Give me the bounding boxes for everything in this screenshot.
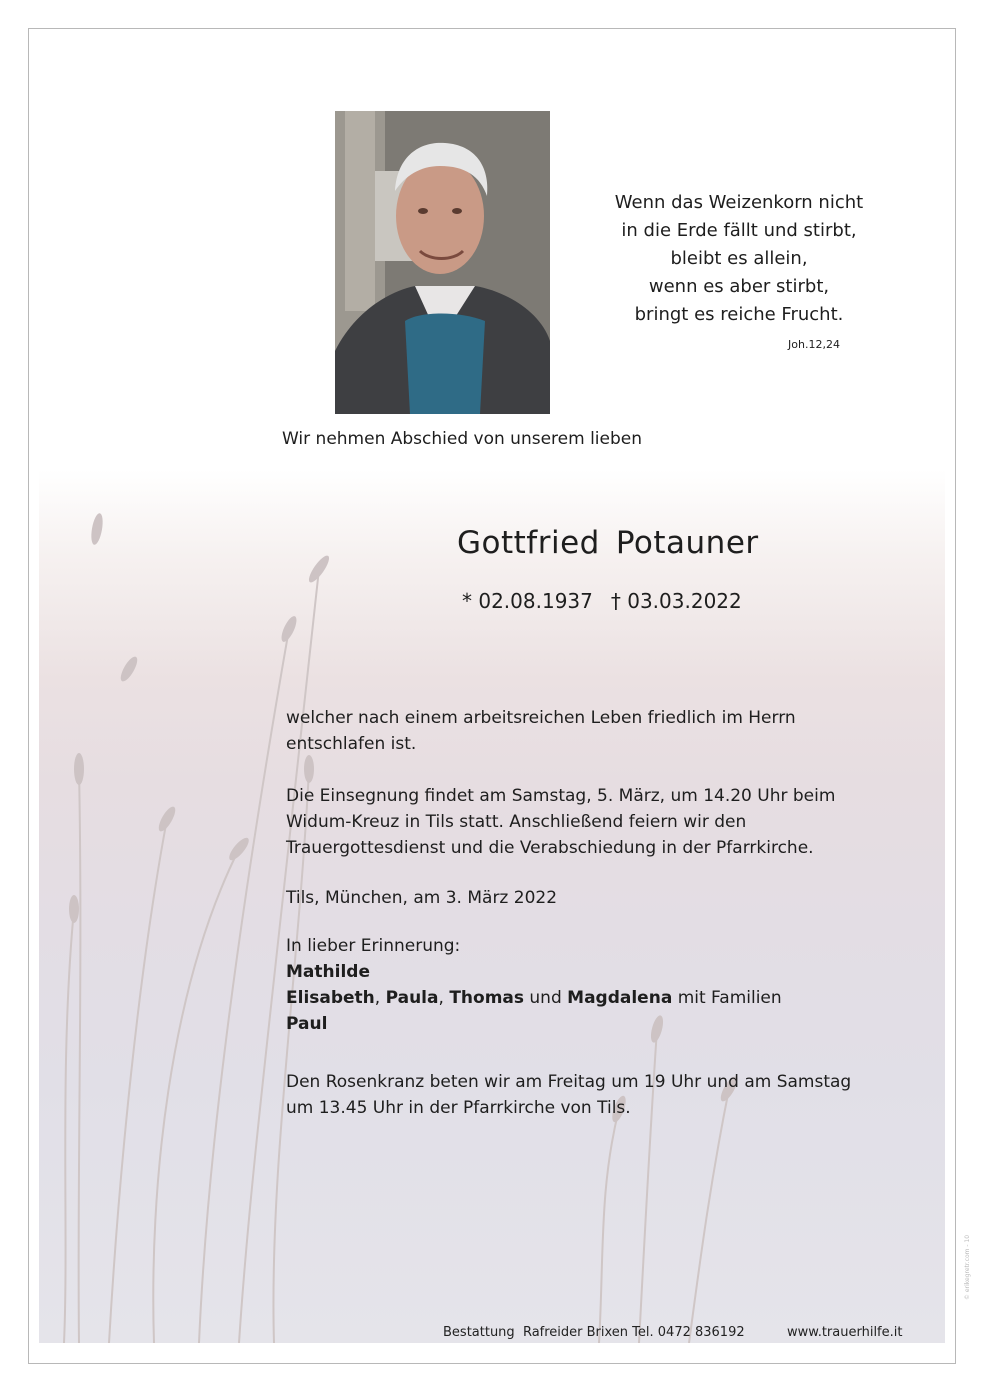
life-dates bbox=[462, 589, 742, 613]
portrait-photo bbox=[335, 111, 550, 414]
blessing-paragraph bbox=[286, 783, 926, 861]
quote-line: in die Erde fällt und stirbt, bbox=[621, 220, 857, 241]
mourners-list bbox=[286, 933, 926, 1037]
text-line: entschlafen ist. bbox=[286, 734, 417, 754]
mourner-name: Elisabeth bbox=[286, 988, 375, 1008]
death-date: † 03.03.2022 bbox=[610, 589, 742, 613]
intro-text: Wir nehmen Abschied von unserem lieben bbox=[282, 429, 643, 449]
conjunction: und bbox=[529, 988, 562, 1008]
quote-line: Wenn das Weizenkorn nicht bbox=[614, 192, 864, 213]
quote-line: wenn es aber stirbt, bbox=[648, 276, 830, 297]
birth-date: * 02.08.1937 bbox=[462, 589, 593, 613]
quote-reference: Joh.12,24 bbox=[788, 338, 840, 351]
last-name: Potauner bbox=[615, 525, 759, 561]
place-date: Tils, München, am 3. März 2022 bbox=[286, 888, 558, 908]
text-line: Trauergottesdienst und die Verabschiedung in der Pfarrkirche. bbox=[286, 838, 814, 858]
text-line: Die Einsegnung findet am Samstag, 5. März, um 14.20 Uhr beim bbox=[286, 786, 836, 806]
text-line: Widum-Kreuz in Tils statt. Anschließend feiern wir den bbox=[286, 812, 747, 832]
website-link[interactable]: www.trauerhilfe.it bbox=[787, 1325, 903, 1340]
text-line: welcher nach einem arbeitsreichen Leben friedlich im Herrn bbox=[286, 708, 796, 728]
deceased-name bbox=[457, 525, 759, 561]
funeral-home-info: Bestattung Rafreider Brixen Tel. 0472 836192 bbox=[443, 1325, 745, 1340]
text-line: um 13.45 Uhr in der Pfarrkirche von Tils. bbox=[286, 1098, 631, 1118]
obituary-page bbox=[28, 28, 956, 1364]
mourners-heading: In lieber Erinnerung: bbox=[286, 936, 461, 956]
mourners-suffix: mit Familien bbox=[677, 988, 782, 1008]
mourner-name: Magdalena bbox=[567, 988, 673, 1008]
quote-line: bringt es reiche Frucht. bbox=[634, 304, 844, 325]
bible-quote bbox=[589, 189, 889, 353]
mourner-name: Paula bbox=[385, 988, 439, 1008]
mourners-line: Elisabeth, Paula, Thomas und Magdalena mit Familien bbox=[286, 988, 782, 1008]
side-copyright-note: © erikegretr.com - 10 bbox=[964, 1234, 971, 1300]
mourner-name: Thomas bbox=[449, 988, 524, 1008]
first-name: Gottfried bbox=[457, 525, 600, 561]
death-notice-paragraph bbox=[286, 705, 926, 757]
quote-line: bleibt es allein, bbox=[670, 248, 808, 269]
mourner-name: Paul bbox=[286, 1014, 328, 1034]
mourner-name: Mathilde bbox=[286, 962, 370, 982]
text-line: Den Rosenkranz beten wir am Freitag um 19 Uhr und am Samstag bbox=[286, 1072, 852, 1092]
rosary-paragraph bbox=[286, 1069, 926, 1121]
